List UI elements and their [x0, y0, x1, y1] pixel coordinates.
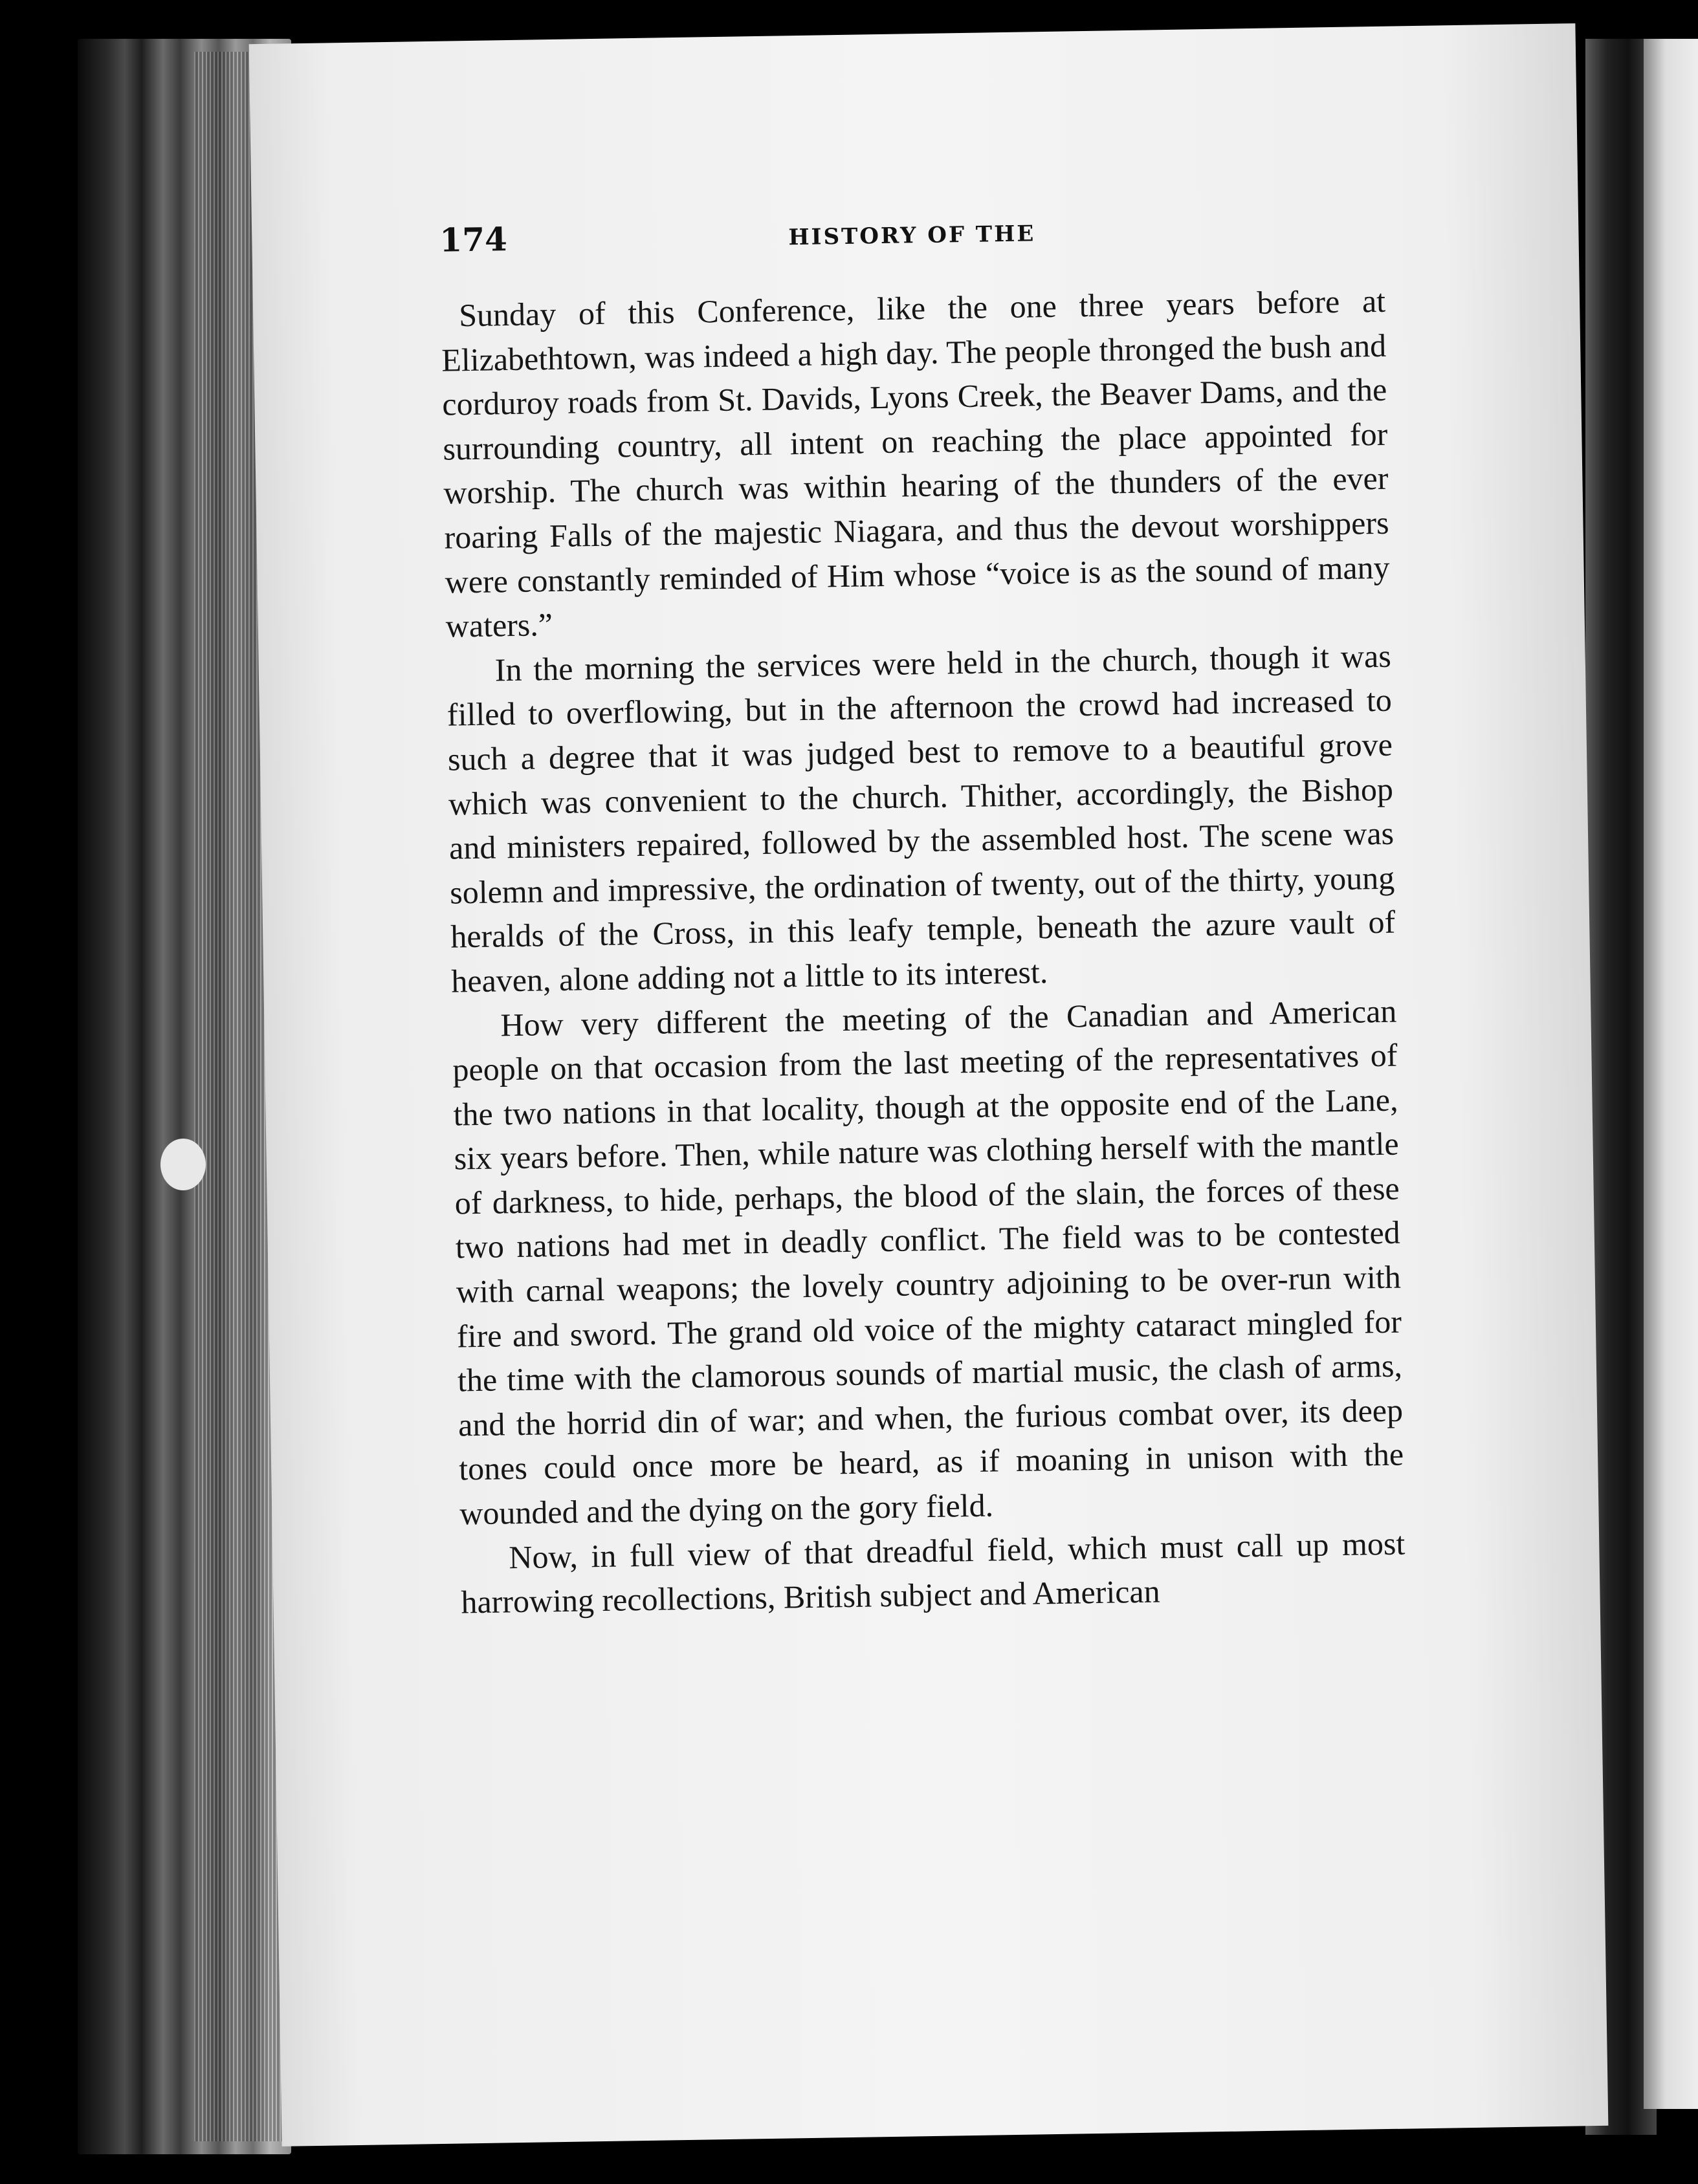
book-page [249, 23, 1609, 2146]
paper-blemish [160, 1139, 206, 1190]
facing-page-sliver [1644, 39, 1698, 2109]
body-text [441, 279, 1406, 1624]
page-header [439, 206, 1385, 273]
running-head: HISTORY OF THE [788, 221, 1036, 251]
page-number: 174 [439, 220, 508, 259]
paragraph: How very different the meeting of the Canadian and American people on that occasion from the last meeting of the representatives of the two nations in that locality, though at the opposite end of the Lane, six years before. Then, while nature was clothing herself with the mantle of darkness, to hide, perhaps, the blood of the slain, the forces of these two nations had met in deadly conflict. The field was to be contested with carnal weapons; the lovely country adjoining to be over-run with fire and sword. The grand old voice of the mighty cataract mingled for the time with the clamorous sounds of martial music, the clash of arms, and the horrid din of war; and when, the furious combat over, its deep tones could once more be heard, as if moaning in unison with the wounded and the dying on the gory field. [452, 992, 1404, 1532]
paragraph: In the morning the services were held in the church, though it was filled to overflowing, but in the afternoon the crowd had increased to such a degree that it was judged best to remove to a beautiful grove which was convenient to the church. Thither, accordingly, the Bishop and ministers repaired, followed by the assembled host. The scene was solemn and impressive, the ordination of twenty, out of the thirty, young heralds of the Cross, in this leafy temple, beneath the azure vault of heaven, alone adding not a little to its interest. [447, 637, 1396, 999]
paragraph: Now, in full view of that dreadful field, which must call up most harrowing recollections, British subject and American [461, 1525, 1406, 1621]
paragraph: Sunday of this Conference, like the one three years before at Elizabethtown, was indeed a high day. The people thronged the bush and corduroy roads from St. Davids, Lyons Creek, the Beaver Dams, and the surrounding country, all intent on reaching the place appointed for worship. The church was within hearing of the thunders of the ever roaring Falls of the majestic Niagara, and thus the devout worshippers were constantly reminded of Him whose “voice is as the sound of many waters.” [441, 282, 1390, 644]
